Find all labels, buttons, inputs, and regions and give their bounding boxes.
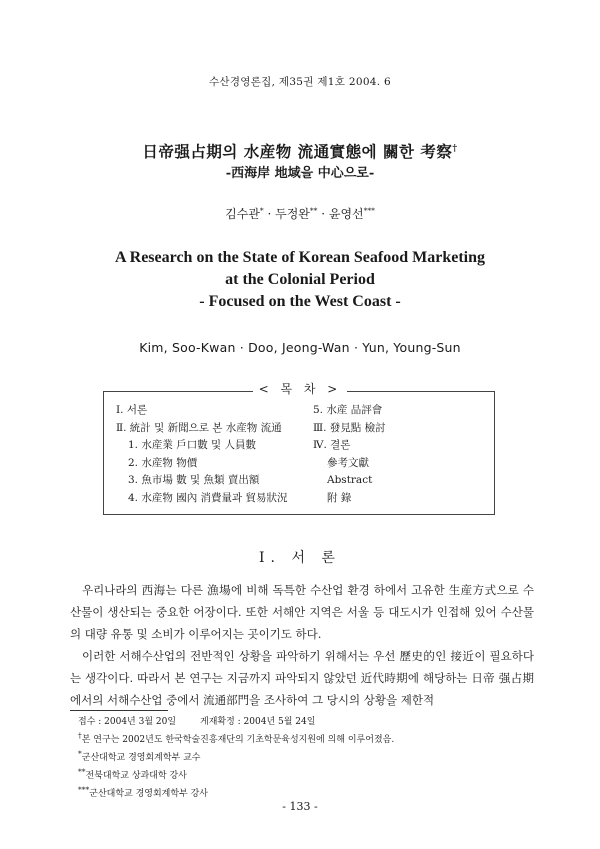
page-number: - 133 - — [282, 800, 318, 813]
author-3-mark: *** — [363, 206, 375, 215]
footnote-rule — [70, 710, 168, 711]
korean-title-text: 日帝强占期의 水産物 流通實態에 關한 考察 — [142, 142, 453, 161]
journal-header: 수산경영론집, 제35권 제1호 2004. 6 — [208, 76, 392, 88]
footnote-item — [78, 783, 394, 801]
footnote-mark: † — [78, 731, 82, 740]
korean-title — [0, 140, 600, 162]
author-3: 윤영선 — [328, 207, 364, 221]
author-2: 두정완 — [275, 207, 310, 221]
author-separator: · — [267, 207, 272, 221]
toc-item: 附 錄 — [327, 491, 352, 504]
paragraph-text: 이러한 서해수산업의 전반적인 상황을 파악하기 위해서는 우선 歷史的인 接近이 필요하다는 생각이다. 따라서 본 연구는 지금까지 파악되지 않았던 近代時期에 해당하는 日帝 强占期에서의 서해수산업 중에서 流通部門을 조사하여 그 당시의 상황을 제한적 — [70, 649, 534, 707]
footnote-item — [78, 729, 394, 747]
paragraph-text: 우리나라의 西海는 다른 漁場에 비해 독특한 수산업 환경 하에서 고유한 生産方式으로 수산물이 생산되는 중요한 어장이다. 또한 서해안 지역은 서울 등 대도시가 인접해 있어 수산물의 대량 유통 및 소비가 이루어지는 곳이기도 하다. — [70, 583, 534, 641]
author-1: 김수관 — [225, 207, 260, 221]
section-heading: Ⅰ. 서 론 — [259, 550, 341, 566]
toc-item: Abstract — [327, 474, 373, 486]
toc-item: 2. 水産物 物價 — [128, 456, 198, 469]
toc-item: Ⅲ. 發見點 檢討 — [313, 421, 386, 434]
body-paragraph-1 — [70, 579, 534, 645]
english-authors: Kim, Soo-Kwan · Doo, Jeong-Wan · Yun, Young-Sun — [139, 340, 461, 355]
toc-item: 1. 水産業 戶口數 및 人員數 — [128, 439, 257, 451]
toc-item: Ⅱ. 統計 및 新聞으로 본 水産物 流通 — [116, 421, 282, 434]
footnote-text: 군산대학교 경영회계학부 교수 — [81, 753, 201, 763]
english-title-line-1: A Research on the State of Korean Seafood Marketing — [114, 249, 486, 266]
footnotes — [78, 715, 394, 801]
footnote-dates — [78, 715, 394, 729]
author-1-mark: * — [259, 206, 264, 215]
footnote-item — [78, 747, 394, 765]
toc-item: 5. 水産 品評會 — [313, 404, 383, 416]
toc-item: 4. 水産物 國內 消費量과 貿易狀況 — [128, 491, 288, 504]
toc-heading-text: < 목 차 > — [253, 382, 348, 396]
toc-item: 參考文獻 — [327, 456, 369, 469]
korean-authors — [0, 205, 600, 222]
toc-left-column — [116, 402, 288, 507]
english-title-line-2: at the Colonial Period — [225, 271, 375, 288]
footnote-text: 군산대학교 경영회계학부 강사 — [89, 789, 208, 799]
author-separator: · — [321, 207, 326, 221]
toc-item: Ⅰ. 서론 — [116, 404, 148, 416]
footnote-mark: *** — [78, 785, 90, 794]
title-footnote-mark: † — [452, 143, 458, 154]
footnote-text: 본 연구는 2002년도 한국학술진흥재단의 기초학문육성지원에 의해 이루어졌음. — [81, 735, 395, 745]
footnote-mark: * — [78, 749, 82, 758]
footnote-item — [78, 765, 394, 783]
toc-item: Ⅳ. 결론 — [313, 439, 351, 451]
footnote-mark: ** — [78, 767, 86, 776]
footnote-text: 전북대학교 상과대학 강사 — [85, 771, 187, 781]
received-date: 접수 : 2004년 3월 20일 — [78, 717, 177, 727]
body-paragraph-2 — [70, 645, 534, 711]
english-title-line-3: - Focused on the West Coast - — [199, 293, 401, 310]
accepted-date: 게재확정 : 2004년 5월 24일 — [200, 717, 316, 727]
toc-heading — [0, 378, 600, 397]
toc-right-column — [313, 402, 386, 507]
toc-item: 3. 魚市場 數 및 魚類 賣出額 — [128, 474, 260, 486]
korean-subtitle: -西海岸 地域을 中心으로- — [225, 166, 375, 181]
author-2-mark: ** — [309, 206, 318, 215]
